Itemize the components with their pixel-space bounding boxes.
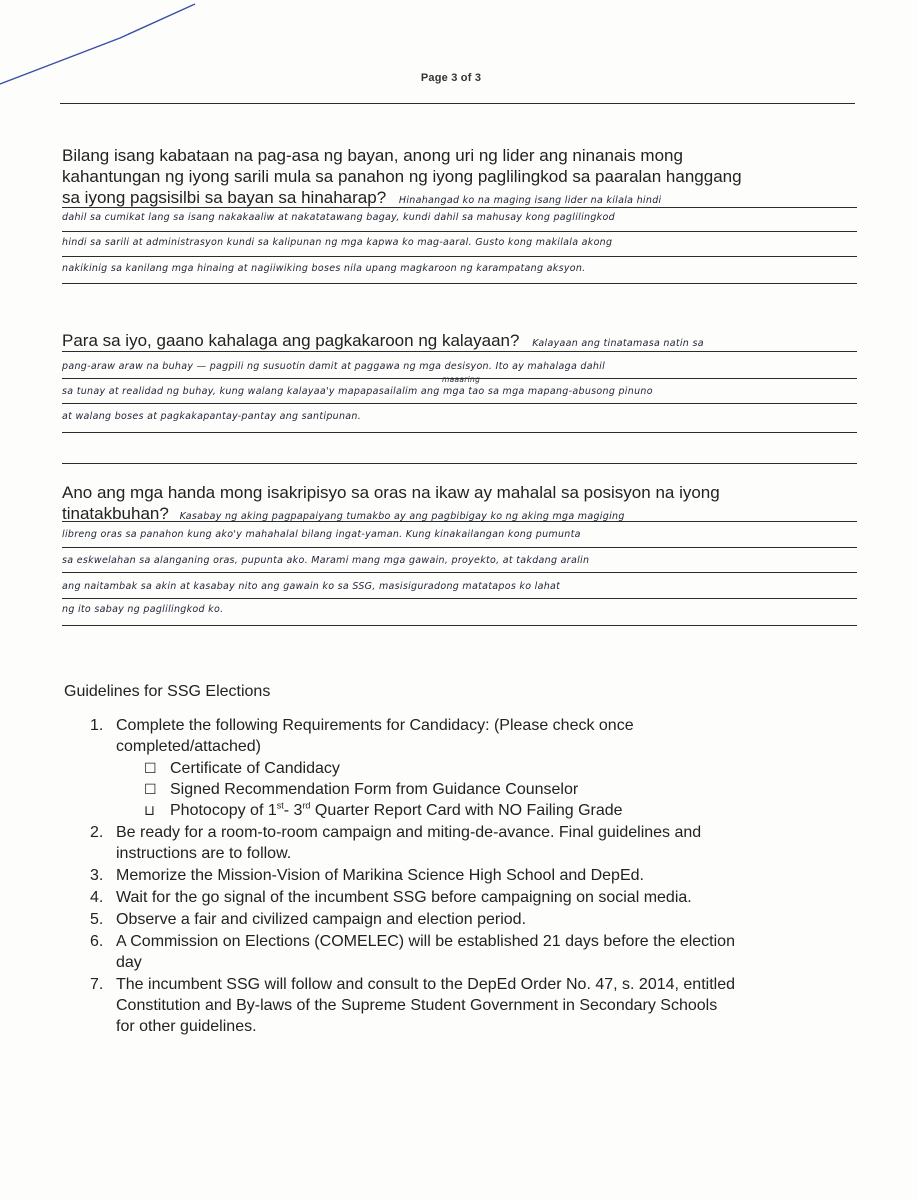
guideline-text: completed/attached) <box>116 738 261 755</box>
question-1 <box>62 145 852 211</box>
question-3-tail: tinatakbuhan? <box>62 504 169 523</box>
guideline-text: Wait for the go signal of the incumbent SSG before campaigning on social media. <box>116 889 692 906</box>
guideline-text: for other guidelines. <box>116 1018 257 1035</box>
answer-3-line: ang naitambak sa akin at kasabay nito ang gawain ko sa SSG, masisiguradong matatapos ko lahat <box>62 581 561 592</box>
guideline-item <box>64 974 854 1037</box>
answer-line <box>62 547 857 548</box>
header-divider <box>60 103 855 104</box>
guideline-item <box>64 822 854 864</box>
guideline-number: 7. <box>90 976 104 993</box>
guideline-text: Constitution and By-laws of the Supreme Student Government in Secondary Schools <box>116 997 718 1014</box>
answer-2-line: sa tunay at realidad ng buhay, kung walang kalayaa'y mapapasailalim ang mga tao sa mga mapang-abusong pinuno <box>62 386 653 397</box>
guideline-number: 1. <box>90 717 104 734</box>
requirement-label: Signed Recommendation Form from Guidance Counselor <box>170 781 579 798</box>
guideline-text: The incumbent SSG will follow and consult to the DepEd Order No. 47, s. 2014, entitled <box>116 976 735 993</box>
requirement-label: Certificate of Candidacy <box>170 760 340 777</box>
question-3-line <box>62 503 852 527</box>
guideline-item <box>64 715 854 757</box>
guideline-number: 3. <box>90 867 104 884</box>
answer-line <box>62 432 857 433</box>
checkbox-icon[interactable]: ☐ <box>144 781 157 797</box>
answer-line <box>62 403 857 404</box>
guideline-text: Be ready for a room-to-room campaign and miting-de-avance. Final guidelines and <box>116 824 702 841</box>
guideline-number: 2. <box>90 824 104 841</box>
answer-line <box>62 598 857 599</box>
answer-line <box>62 463 857 464</box>
answer-1-line: Hinahangad ko na maging isang lider na kilala hindi <box>398 195 662 206</box>
guideline-text: Complete the following Requirements for Candidacy: (Please check once <box>116 717 634 734</box>
question-1-tail: sa iyong pagsisilbi sa bayan sa hinaharap? <box>62 188 387 207</box>
guidelines-title: Guidelines for SSG Elections <box>64 683 271 700</box>
guideline-number: 5. <box>90 911 104 928</box>
guidelines-section <box>64 683 854 1038</box>
checkbox-icon[interactable]: ☐ <box>144 760 157 776</box>
answer-line <box>62 256 857 257</box>
answer-line <box>62 231 857 232</box>
answer-3-line: ng ito sabay ng paglilingkod ko. <box>62 604 224 615</box>
answer-3-line: sa eskwelahan sa alanganing oras, pupunta ako. Marami mang mga gawain, proyekto, at takdang aralin <box>62 555 590 566</box>
answer-1-line: nakikinig sa kanilang mga hinaing at nagiiwiking boses nila upang magkaroon ng karampatang aksyon. <box>62 263 586 274</box>
guideline-item <box>64 887 854 908</box>
guideline-text: Memorize the Mission-Vision of Marikina Science High School and DepEd. <box>116 867 644 884</box>
answer-line <box>62 283 857 284</box>
answer-line <box>62 351 857 352</box>
requirement-item <box>64 779 854 800</box>
requirement-label: Photocopy of 1st- 3rd Quarter Report Card with NO Failing Grade <box>170 800 623 819</box>
guideline-text: Observe a fair and civilized campaign and election period. <box>116 911 527 928</box>
guideline-item <box>64 909 854 930</box>
checkbox-icon[interactable]: ⊔ <box>144 802 155 818</box>
answer-line <box>62 572 857 573</box>
answer-1-line: dahil sa cumikat lang sa isang nakakaaliw at nakatatawang bagay, kundi dahil sa mahusay kong paglilingkod <box>62 212 615 223</box>
question-1-line: Bilang isang kabataan na pag-asa ng bayan, anong uri ng lider ang ninanais mong <box>62 146 683 165</box>
answer-1-line: hindi sa sarili at administrasyon kundi sa kalipunan ng mga kapwa ko mag-aaral. Gusto kong makilala akong <box>62 237 613 248</box>
answer-line <box>62 207 857 208</box>
answer-2-insertion: maaaring <box>442 375 481 384</box>
answer-3-line: Kasabay ng aking pagpapaiyang tumakbo ay ang pagbibigay ko ng aking mga magiging <box>179 511 625 522</box>
question-3-line: Ano ang mga handa mong isakripisyo sa oras na ikaw ay mahalal sa posisyon na iyong <box>62 483 720 502</box>
page-number: Page 3 of 3 <box>420 72 482 84</box>
answer-line <box>62 521 857 522</box>
requirement-item <box>64 800 854 821</box>
guideline-number: 4. <box>90 889 104 906</box>
question-1-line: kahantungan ng iyong sarili mula sa panahon ng iyong paglilingkod sa paaralan hanggang <box>62 167 742 186</box>
requirement-item <box>64 758 854 779</box>
guideline-number: 6. <box>90 933 104 950</box>
guideline-item <box>64 865 854 886</box>
guideline-text: day <box>116 954 142 971</box>
answer-2-line: pang-araw araw na buhay — pagpili ng susuotin damit at paggawa ng mga desisyon. Ito ay mahalaga dahil <box>62 361 606 372</box>
answer-line <box>62 625 857 626</box>
guideline-text: A Commission on Elections (COMELEC) will be established 21 days before the election <box>116 933 735 950</box>
answer-3-line: libreng oras sa panahon kung ako'y mahahalal bilang ingat-yaman. Kung kinakailangan kong pumunta <box>62 529 581 540</box>
answer-2-line: at walang boses at pagkakapantay-pantay ang santipunan. <box>62 411 362 422</box>
guideline-text: instructions are to follow. <box>116 845 292 862</box>
guideline-item <box>64 931 854 973</box>
question-2-text: Para sa iyo, gaano kahalaga ang pagkakaroon ng kalayaan? <box>62 331 520 350</box>
answer-2-line: Kalayaan ang tinatamasa natin sa <box>532 338 704 349</box>
